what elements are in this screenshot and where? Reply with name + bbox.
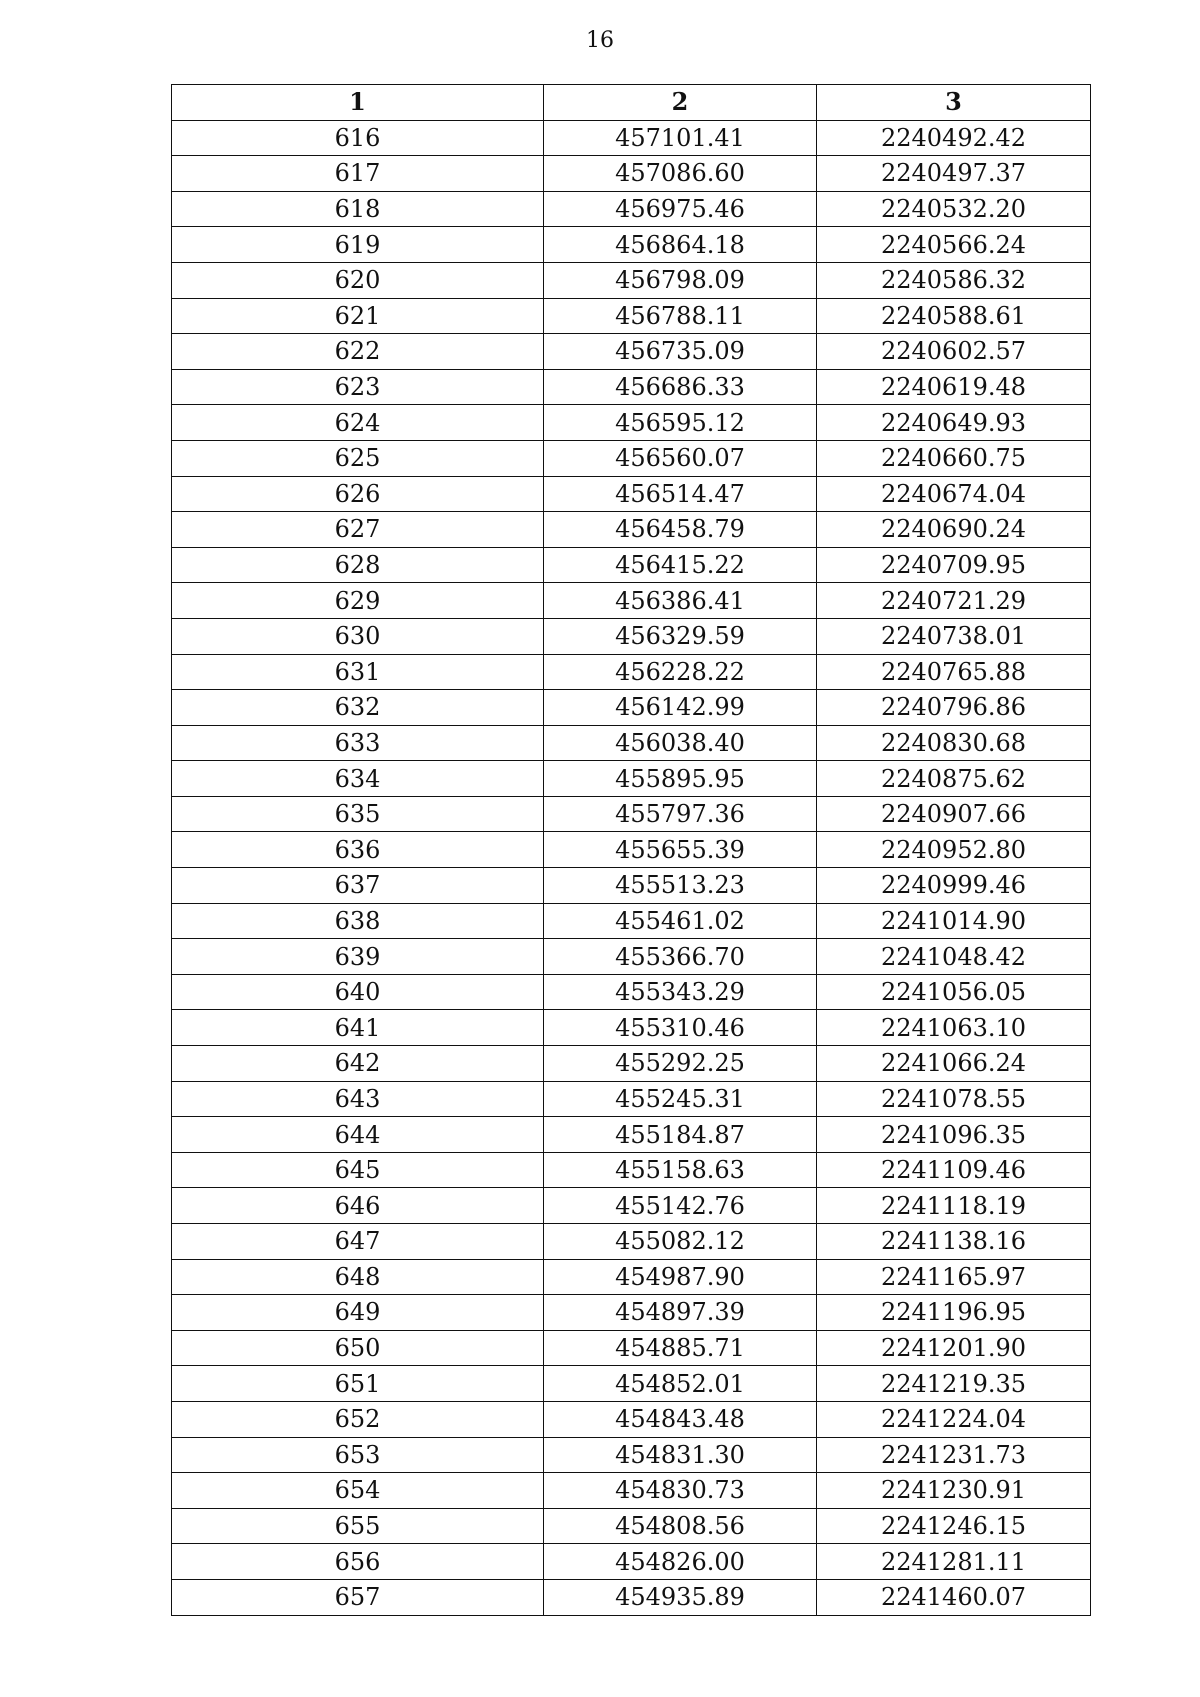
table-cell-col-2: 456975.46 xyxy=(544,191,817,227)
table-row xyxy=(172,191,1091,227)
table-row xyxy=(172,832,1091,868)
table-cell-col-2: 456514.47 xyxy=(544,476,817,512)
table-row xyxy=(172,1188,1091,1224)
table-cell-col-3: 2240907.66 xyxy=(817,796,1091,832)
table-row xyxy=(172,974,1091,1010)
table-cell-col-1: 616 xyxy=(172,120,544,156)
table-cell-col-3: 2241014.90 xyxy=(817,903,1091,939)
table-cell-col-3: 2241281.11 xyxy=(817,1544,1091,1580)
table-cell-col-3: 2240721.29 xyxy=(817,583,1091,619)
table-row xyxy=(172,1010,1091,1046)
table-row xyxy=(172,298,1091,334)
table-cell-col-1: 624 xyxy=(172,405,544,441)
table-row xyxy=(172,761,1091,797)
table-cell-col-2: 455797.36 xyxy=(544,796,817,832)
table-cell-col-1: 621 xyxy=(172,298,544,334)
table-row xyxy=(172,1579,1091,1615)
table-body xyxy=(172,120,1091,1615)
table-row xyxy=(172,1224,1091,1260)
header-row xyxy=(172,85,1091,121)
table-cell-col-3: 2241063.10 xyxy=(817,1010,1091,1046)
table-row xyxy=(172,583,1091,619)
table-cell-col-1: 647 xyxy=(172,1224,544,1260)
table-row xyxy=(172,369,1091,405)
table-row xyxy=(172,1330,1091,1366)
table-cell-col-1: 631 xyxy=(172,654,544,690)
table-cell-col-3: 2241096.35 xyxy=(817,1117,1091,1153)
table-cell-col-1: 649 xyxy=(172,1295,544,1331)
table-cell-col-1: 623 xyxy=(172,369,544,405)
table-cell-col-1: 648 xyxy=(172,1259,544,1295)
table-cell-col-3: 2240875.62 xyxy=(817,761,1091,797)
table-cell-col-1: 634 xyxy=(172,761,544,797)
table-cell-col-1: 636 xyxy=(172,832,544,868)
table-cell-col-3: 2241078.55 xyxy=(817,1081,1091,1117)
table-row xyxy=(172,1366,1091,1402)
table-cell-col-3: 2241201.90 xyxy=(817,1330,1091,1366)
table-cell-col-2: 456142.99 xyxy=(544,690,817,726)
table-row xyxy=(172,227,1091,263)
table-cell-col-3: 2240765.88 xyxy=(817,654,1091,690)
table-cell-col-3: 2241165.97 xyxy=(817,1259,1091,1295)
table-row xyxy=(172,868,1091,904)
table-cell-col-3: 2240602.57 xyxy=(817,334,1091,370)
table-cell-col-3: 2240830.68 xyxy=(817,725,1091,761)
table-cell-col-2: 456329.59 xyxy=(544,618,817,654)
table-cell-col-1: 650 xyxy=(172,1330,544,1366)
table-cell-col-3: 2241224.04 xyxy=(817,1401,1091,1437)
table-cell-col-2: 455184.87 xyxy=(544,1117,817,1153)
table-cell-col-2: 455513.23 xyxy=(544,868,817,904)
table-row xyxy=(172,1295,1091,1331)
table-row xyxy=(172,1437,1091,1473)
table-cell-col-2: 455895.95 xyxy=(544,761,817,797)
table-cell-col-2: 455655.39 xyxy=(544,832,817,868)
table-cell-col-2: 456038.40 xyxy=(544,725,817,761)
table-row xyxy=(172,796,1091,832)
table-cell-col-2: 455082.12 xyxy=(544,1224,817,1260)
table-cell-col-3: 2240738.01 xyxy=(817,618,1091,654)
table-row xyxy=(172,1508,1091,1544)
header-cell-3: 3 xyxy=(817,85,1091,121)
table-cell-col-3: 2240586.32 xyxy=(817,262,1091,298)
table-row xyxy=(172,334,1091,370)
table-cell-col-1: 653 xyxy=(172,1437,544,1473)
table-cell-col-2: 454826.00 xyxy=(544,1544,817,1580)
table-cell-col-1: 651 xyxy=(172,1366,544,1402)
table-cell-col-2: 456415.22 xyxy=(544,547,817,583)
table-cell-col-3: 2241219.35 xyxy=(817,1366,1091,1402)
table-cell-col-3: 2240566.24 xyxy=(817,227,1091,263)
table-cell-col-1: 618 xyxy=(172,191,544,227)
table-cell-col-2: 456228.22 xyxy=(544,654,817,690)
table-cell-col-1: 626 xyxy=(172,476,544,512)
table-cell-col-3: 2240674.04 xyxy=(817,476,1091,512)
table-cell-col-3: 2240532.20 xyxy=(817,191,1091,227)
table-cell-col-3: 2241246.15 xyxy=(817,1508,1091,1544)
table-row xyxy=(172,725,1091,761)
table-cell-col-1: 635 xyxy=(172,796,544,832)
table-row xyxy=(172,939,1091,975)
table-row xyxy=(172,476,1091,512)
table-cell-col-1: 622 xyxy=(172,334,544,370)
table-cell-col-3: 2241460.07 xyxy=(817,1579,1091,1615)
table-cell-col-2: 457086.60 xyxy=(544,156,817,192)
table-cell-col-2: 454935.89 xyxy=(544,1579,817,1615)
page-number: 16 xyxy=(586,28,614,53)
table-cell-col-2: 454843.48 xyxy=(544,1401,817,1437)
table-cell-col-3: 2241048.42 xyxy=(817,939,1091,975)
table-cell-col-3: 2240709.95 xyxy=(817,547,1091,583)
table-cell-col-2: 455142.76 xyxy=(544,1188,817,1224)
table-cell-col-2: 455292.25 xyxy=(544,1046,817,1082)
table-row xyxy=(172,1046,1091,1082)
table-cell-col-1: 625 xyxy=(172,440,544,476)
table-cell-col-3: 2240649.93 xyxy=(817,405,1091,441)
table-cell-col-2: 457101.41 xyxy=(544,120,817,156)
table-cell-col-1: 638 xyxy=(172,903,544,939)
table-cell-col-1: 657 xyxy=(172,1579,544,1615)
table-row xyxy=(172,690,1091,726)
table-cell-col-3: 2241138.16 xyxy=(817,1224,1091,1260)
table-cell-col-1: 654 xyxy=(172,1473,544,1509)
table-cell-col-3: 2241109.46 xyxy=(817,1152,1091,1188)
table-cell-col-2: 456686.33 xyxy=(544,369,817,405)
coordinates-table xyxy=(171,84,1091,1616)
table-cell-col-2: 455245.31 xyxy=(544,1081,817,1117)
table-cell-col-1: 640 xyxy=(172,974,544,1010)
table-cell-col-2: 456864.18 xyxy=(544,227,817,263)
table-cell-col-3: 2241230.91 xyxy=(817,1473,1091,1509)
table-cell-col-1: 637 xyxy=(172,868,544,904)
table-row xyxy=(172,440,1091,476)
table-row xyxy=(172,1117,1091,1153)
table-row xyxy=(172,654,1091,690)
table-row xyxy=(172,547,1091,583)
table-cell-col-1: 627 xyxy=(172,512,544,548)
table-row xyxy=(172,618,1091,654)
table-row xyxy=(172,405,1091,441)
table-cell-col-2: 455343.29 xyxy=(544,974,817,1010)
table-cell-col-2: 455366.70 xyxy=(544,939,817,975)
table-cell-col-2: 456788.11 xyxy=(544,298,817,334)
table-cell-col-3: 2240952.80 xyxy=(817,832,1091,868)
table-cell-col-2: 454885.71 xyxy=(544,1330,817,1366)
table-cell-col-1: 652 xyxy=(172,1401,544,1437)
table-cell-col-1: 628 xyxy=(172,547,544,583)
table-cell-col-2: 456735.09 xyxy=(544,334,817,370)
table-cell-col-2: 454831.30 xyxy=(544,1437,817,1473)
table-cell-col-1: 655 xyxy=(172,1508,544,1544)
table-cell-col-1: 620 xyxy=(172,262,544,298)
table-cell-col-3: 2240690.24 xyxy=(817,512,1091,548)
table-cell-col-1: 646 xyxy=(172,1188,544,1224)
table-row xyxy=(172,262,1091,298)
table-row xyxy=(172,1544,1091,1580)
table-cell-col-1: 644 xyxy=(172,1117,544,1153)
table-cell-col-1: 639 xyxy=(172,939,544,975)
table-cell-col-2: 454852.01 xyxy=(544,1366,817,1402)
table-cell-col-1: 656 xyxy=(172,1544,544,1580)
table-row xyxy=(172,156,1091,192)
table-row xyxy=(172,512,1091,548)
table-cell-col-1: 630 xyxy=(172,618,544,654)
table-row xyxy=(172,120,1091,156)
table-cell-col-1: 643 xyxy=(172,1081,544,1117)
table-cell-col-2: 456458.79 xyxy=(544,512,817,548)
table-row xyxy=(172,1259,1091,1295)
table-cell-col-2: 456560.07 xyxy=(544,440,817,476)
table-cell-col-1: 641 xyxy=(172,1010,544,1046)
table-row xyxy=(172,1081,1091,1117)
table-cell-col-2: 456595.12 xyxy=(544,405,817,441)
table-cell-col-2: 454987.90 xyxy=(544,1259,817,1295)
table-row xyxy=(172,1401,1091,1437)
table-cell-col-3: 2240588.61 xyxy=(817,298,1091,334)
table-cell-col-2: 455461.02 xyxy=(544,903,817,939)
table-row xyxy=(172,1473,1091,1509)
table-cell-col-3: 2241118.19 xyxy=(817,1188,1091,1224)
table-header xyxy=(172,85,1091,121)
table-cell-col-1: 629 xyxy=(172,583,544,619)
table-cell-col-1: 617 xyxy=(172,156,544,192)
table-cell-col-1: 619 xyxy=(172,227,544,263)
table-cell-col-2: 456798.09 xyxy=(544,262,817,298)
table-cell-col-1: 632 xyxy=(172,690,544,726)
table-row xyxy=(172,1152,1091,1188)
table-cell-col-1: 633 xyxy=(172,725,544,761)
table-cell-col-2: 454808.56 xyxy=(544,1508,817,1544)
table-cell-col-1: 645 xyxy=(172,1152,544,1188)
table-cell-col-3: 2240497.37 xyxy=(817,156,1091,192)
table-cell-col-2: 455310.46 xyxy=(544,1010,817,1046)
table-cell-col-3: 2241231.73 xyxy=(817,1437,1091,1473)
table-row xyxy=(172,903,1091,939)
header-cell-1: 1 xyxy=(172,85,544,121)
table-cell-col-2: 456386.41 xyxy=(544,583,817,619)
header-cell-2: 2 xyxy=(544,85,817,121)
table-cell-col-2: 455158.63 xyxy=(544,1152,817,1188)
table-cell-col-3: 2240492.42 xyxy=(817,120,1091,156)
table-cell-col-1: 642 xyxy=(172,1046,544,1082)
table-cell-col-3: 2240796.86 xyxy=(817,690,1091,726)
table-cell-col-3: 2241196.95 xyxy=(817,1295,1091,1331)
table-cell-col-3: 2240619.48 xyxy=(817,369,1091,405)
table-cell-col-3: 2240660.75 xyxy=(817,440,1091,476)
table-cell-col-3: 2240999.46 xyxy=(817,868,1091,904)
table-cell-col-3: 2241056.05 xyxy=(817,974,1091,1010)
table-cell-col-2: 454830.73 xyxy=(544,1473,817,1509)
table-cell-col-2: 454897.39 xyxy=(544,1295,817,1331)
table-cell-col-3: 2241066.24 xyxy=(817,1046,1091,1082)
